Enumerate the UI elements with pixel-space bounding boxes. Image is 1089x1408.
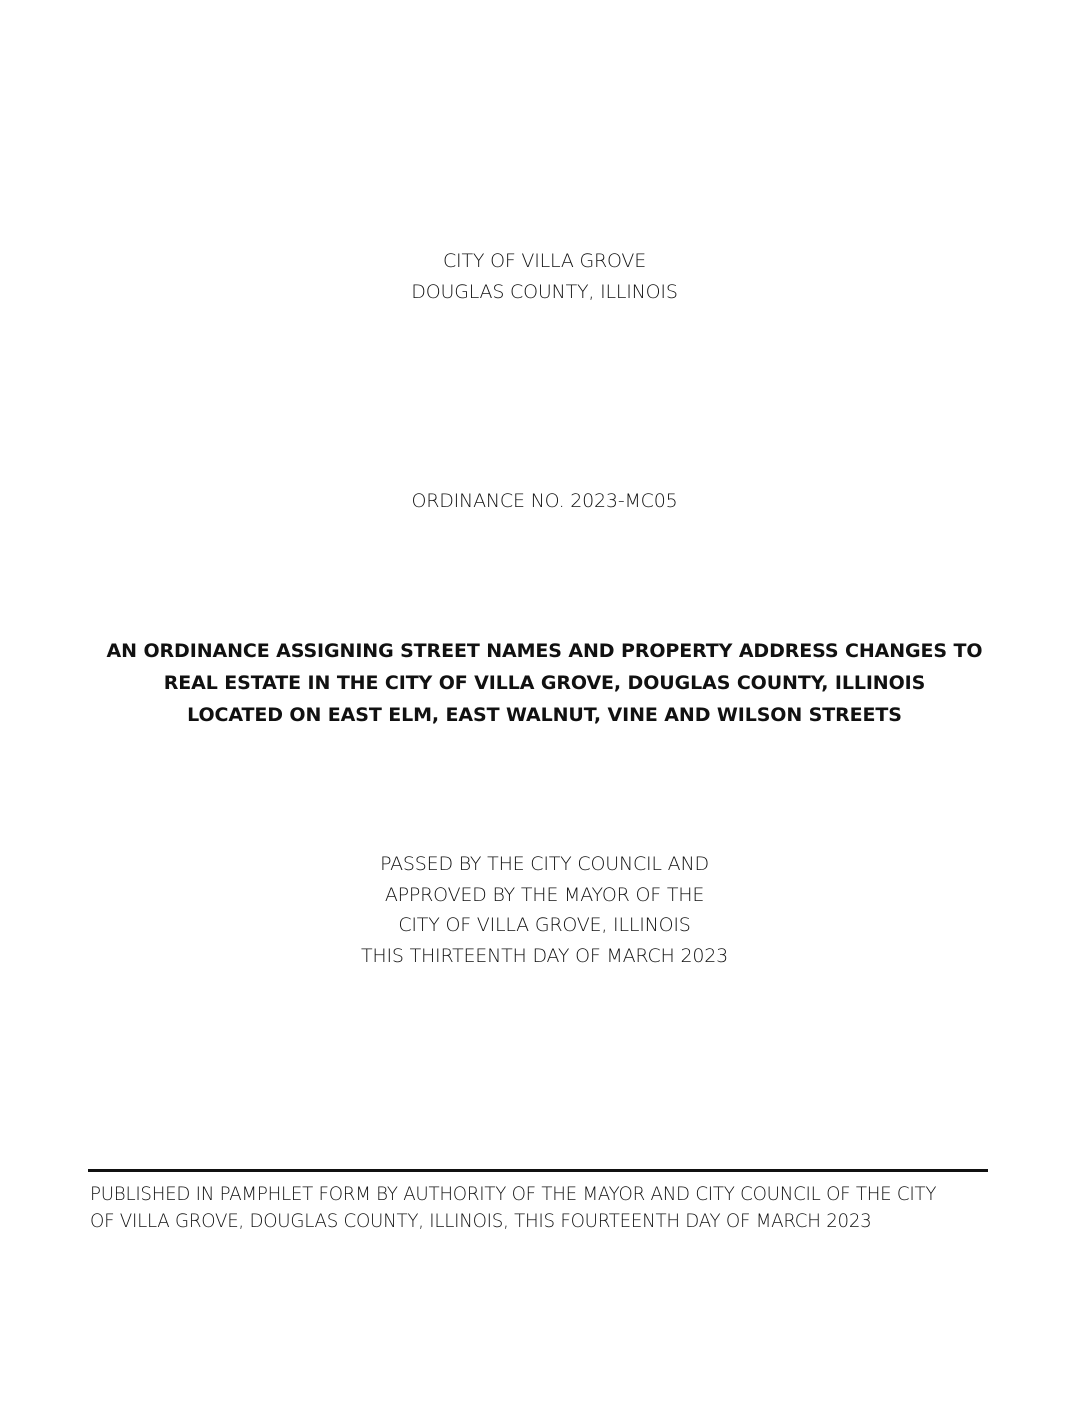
ordinance-number-block [0,486,1089,517]
ordinance-number: ORDINANCE NO. 2023-MC05 [411,490,678,512]
passage-line-4: THIS THIRTEENTH DAY OF MARCH 2023 [360,944,729,967]
title-line-1: AN ORDINANCE ASSIGNING STREET NAMES AND PROPERTY ADDRESS CHANGES TO [106,640,983,662]
municipality-header [0,246,1089,308]
passage-statement [0,849,1089,971]
city-name: CITY OF VILLA GROVE [442,250,647,272]
title-line-2: REAL ESTATE IN THE CITY OF VILLA GROVE, DOUGLAS COUNTY, ILLINOIS [163,672,926,694]
passage-line-3: CITY OF VILLA GROVE, ILLINOIS [398,914,691,936]
county-state: DOUGLAS COUNTY, ILLINOIS [411,281,678,303]
ordinance-title [0,635,1089,731]
publication-line-2: OF VILLA GROVE, DOUGLAS COUNTY, ILLINOIS, THIS FOURTEENTH DAY OF MARCH 2023 [90,1211,872,1232]
title-line-3: LOCATED ON EAST ELM, EAST WALNUT, VINE AND WILSON STREETS [187,704,902,726]
passage-line-2: APPROVED BY THE MAYOR OF THE [384,883,705,906]
publication-line-1: PUBLISHED IN PAMPHLET FORM BY AUTHORITY OF THE MAYOR AND CITY COUNCIL OF THE CITY [90,1184,937,1205]
publication-notice [90,1181,1000,1235]
horizontal-divider [88,1169,988,1172]
passage-line-1: PASSED BY THE CITY COUNCIL AND [380,853,709,875]
